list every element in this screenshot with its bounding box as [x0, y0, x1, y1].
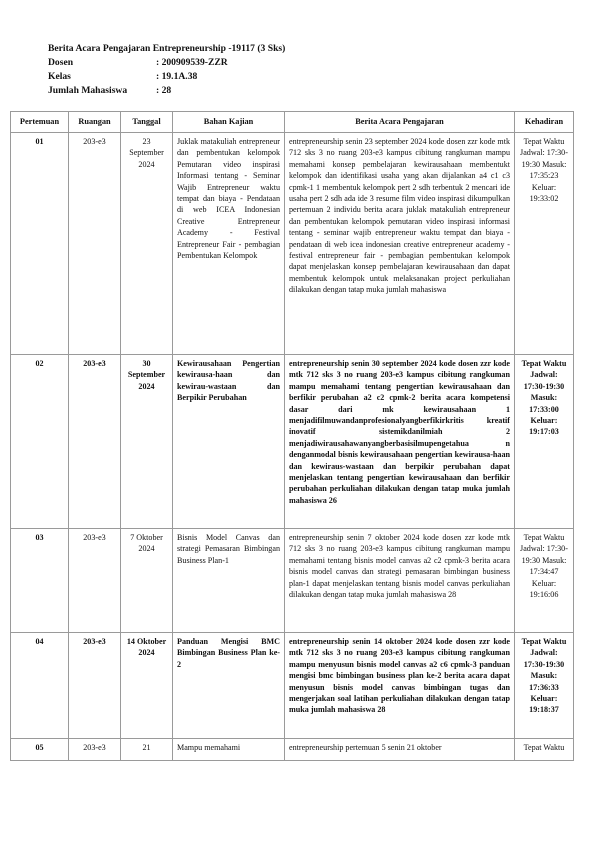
cell-bahan-kajian: Kewirausahaan Pengertian kewirausa-haan dan kewirau-wastaan dan Berpikir Perubahan [173, 355, 285, 529]
cell-pertemuan: 04 [11, 633, 69, 739]
cell-berita-acara: entrepreneurship senin 30 september 2024 kode dosen zzr kode mtk 712 sks 3 no ruang 203-e3 kampus cibitung rangkuman mampu memahami tentang pengertian kewirausahaan dan berfikir perubahan a2 c2 cpmk-2 berita acara kompetensi dasar dari mk kewirausahaan 1 menjadifilmuwandanprofesionalyangberfikirkritis kreatif inovatif sistemikdanilmiah 2 menjadiwirausahawanyangberbasisilmupengetahua n denganmodal bisnis kewirausahaan pengertian kewirausa-haan dan kewiraus-wastaan dan berpikir perubahan dapat menjelaskan tentang pengertian kewirausahaan dan berfikir perubahan perkuliahan dilakukan dengan tatap muka jumlah mahasiswa 26 [285, 355, 515, 529]
cell-berita-acara: entrepreneurship senin 14 oktober 2024 kode dosen zzr kode mtk 712 sks 3 no ruang 203-e3 kampus cibitung rangkuman mampu menyusun bisnis model canvas a2 c6 cpmk-3 panduan mengisi bmc bimbingan business plan ke-2 berita acara dapat menyusun bisnis model canvas bimbingan tugas dan mengerjakan soal latihan perkuliahan dilakukan dengan tatap muka jumlah mahasiswa 28 [285, 633, 515, 739]
cell-kehadiran: Tepat Waktu Jadwal: 17:30-19:30 Masuk: 17:36:33 Keluar: 19:18:37 [515, 633, 574, 739]
col-header-pertemuan: Pertemuan [11, 112, 69, 133]
cell-pertemuan: 03 [11, 529, 69, 633]
table-row [11, 633, 574, 739]
field-kelas [48, 70, 285, 84]
col-header-tanggal: Tanggal [121, 112, 173, 133]
table-row [11, 739, 574, 761]
col-header-kehadiran: Kehadiran [515, 112, 574, 133]
cell-ruangan: 203-e3 [69, 355, 121, 529]
cell-pertemuan: 02 [11, 355, 69, 529]
cell-pertemuan: 05 [11, 739, 69, 761]
table-row [11, 355, 574, 529]
cell-ruangan: 203-e3 [69, 529, 121, 633]
field-value: : 19.1A.38 [156, 71, 198, 82]
cell-tanggal: 30 September 2024 [121, 355, 173, 529]
cell-pertemuan: 01 [11, 133, 69, 355]
col-header-ruangan: Ruangan [69, 112, 121, 133]
field-label: Kelas [48, 71, 71, 82]
table-row [11, 529, 574, 633]
cell-ruangan: 203-e3 [69, 633, 121, 739]
document-header [48, 42, 285, 98]
field-label: Dosen [48, 57, 74, 68]
field-label: Jumlah Mahasiswa [48, 85, 128, 96]
cell-berita-acara: entrepreneurship senin 7 oktober 2024 kode dosen zzr kode mtk 712 sks 3 no ruang 203-e3 kampus cibitung rangkuman mampu memahami tentang bisnis model canvas a2 c2 cpmk-3 berita acara bisnis model canvas dan strategi pemasaran bimbingan business plan-1 dapat menjelaskan tentang bisnis model canvas perkuliahan dilakukan dengan tatap muka jumlah mahasiswa 28 [285, 529, 515, 633]
cell-tanggal: 23 September 2024 [121, 133, 173, 355]
field-dosen [48, 56, 285, 70]
cell-bahan-kajian: Panduan Mengisi BMC Bimbingan Business Plan ke-2 [173, 633, 285, 739]
col-header-berita-acara: Berita Acara Pengajaran [285, 112, 515, 133]
table-row [11, 133, 574, 355]
cell-tanggal: 7 Oktober 2024 [121, 529, 173, 633]
col-header-bahan-kajian: Bahan Kajian [173, 112, 285, 133]
cell-kehadiran: Tepat Waktu Jadwal: 17:30-19:30 Masuk: 17:34:47 Keluar: 19:16:06 [515, 529, 574, 633]
document-title: Berita Acara Pengajaran Entrepreneurship -19117 (3 Sks) [48, 43, 286, 54]
cell-bahan-kajian: Bisnis Model Canvas dan strategi Pemasaran Bimbingan Business Plan-1 [173, 529, 285, 633]
field-value: : 200909539-ZZR [156, 57, 228, 68]
table-header-row [11, 112, 574, 133]
cell-ruangan: 203-e3 [69, 133, 121, 355]
cell-kehadiran: Tepat Waktu Jadwal: 17:30-19:30 Masuk: 17:33:00 Keluar: 19:17:03 [515, 355, 574, 529]
field-value: : 28 [156, 85, 172, 96]
field-jumlah-mahasiswa [48, 84, 285, 98]
cell-tanggal: 14 Oktober 2024 [121, 633, 173, 739]
cell-bahan-kajian: Juklak matakuliah entrepreneur dan pembentukan kelompok Pemutaran video inspirasi Informasi tentang - Seminar Wajib Entrepreneur waktu tempat dan biaya - Pendataan di web ICEA Indonesian Creative Entrepreneur Academy - Festival Entrepreneur Fair - pembagian Pembentukan Kelompok [173, 133, 285, 355]
cell-kehadiran: Tepat Waktu [515, 739, 574, 761]
cell-berita-acara: entrepreneurship senin 23 september 2024 kode dosen zzr kode mtk 712 sks 3 no ruang 203-e3 kampus cibitung rangkuman mampu memahami konsep pembelajaran kewirausahaan membentukt kelompok dan identifikasi usaha yang akan dijalankan a4 c1 c3 cpmk-1 1 membentuk kelompok pert 2 sdh terbentuk 2 mencari ide usaha pert 2 sdh ada ide 3 resume film video inspirasi dikumpulkan pertemuan 2 individu berita acara juklak matakuliah entrepreneur dan pembentukan kelompok pemutaran video inspirasi informasi tentang - seminar wajib entrepreneur waktu tempat dan biaya - pendataan di web icea indonesian creative entrepreneur academy - festival entrepreneur fair - pembagian pembentukan kelompok dapat menjelaskan konsep pembelajaran kewirausahaan dan dapat membentuk kelompok untuk melaksanakan project perkuliahan dilakukan dengan tatap muka jumlah mahasiswa [285, 133, 515, 355]
cell-kehadiran: Tepat Waktu Jadwal: 17:30-19:30 Masuk: 17:35:23 Keluar: 19:33:02 [515, 133, 574, 355]
teaching-record-table [10, 111, 574, 761]
cell-ruangan: 203-e3 [69, 739, 121, 761]
cell-tanggal: 21 [121, 739, 173, 761]
cell-berita-acara: entrepreneurship pertemuan 5 senin 21 oktober [285, 739, 515, 761]
cell-bahan-kajian: Mampu memahami [173, 739, 285, 761]
